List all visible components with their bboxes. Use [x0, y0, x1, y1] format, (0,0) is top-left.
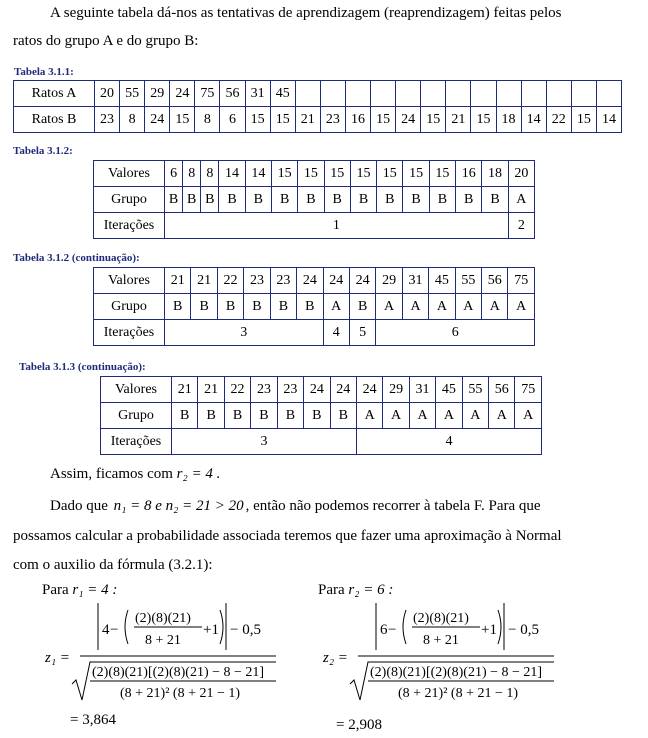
table-cell: 45 [429, 268, 455, 294]
table-cell: 15 [170, 107, 195, 133]
case-label-text: Para [318, 582, 345, 598]
table-cell: B [350, 187, 376, 213]
formula-lhs: z₂ = [323, 650, 348, 666]
table-cell: B [297, 294, 323, 320]
table-cell: 15 [471, 107, 496, 133]
table-cell: A [323, 294, 349, 320]
table-cell: 29 [383, 377, 409, 403]
table-cell: 24 [330, 377, 356, 403]
table-cell: B [224, 403, 250, 429]
table-cell: B [377, 187, 403, 213]
table-row [94, 294, 535, 320]
table-cell: B [244, 294, 270, 320]
table-cell: 21 [165, 268, 191, 294]
table-row [94, 187, 535, 213]
table-row [94, 268, 535, 294]
table-cell: 15 [371, 107, 396, 133]
right-paren [498, 610, 501, 644]
table-cell: 22 [546, 107, 571, 133]
table-cell [571, 81, 596, 107]
conclusion-line [50, 463, 220, 485]
conclusion-equation: r₂ = 4 . [176, 466, 221, 482]
table-cell [345, 81, 370, 107]
minus-sign: − [388, 622, 397, 638]
table-cell: B [172, 403, 198, 429]
intro-line-1: A seguinte tabela dá-nos as tentativas de aprendizagem (reaprendizagem) feitas pelos [50, 5, 562, 21]
table-caption: Tabela 3.1.3 (continuação): [19, 361, 146, 373]
plus-one: +1 [481, 622, 497, 638]
table-cell: 24 [304, 377, 330, 403]
table-cell: 6 [220, 107, 245, 133]
table-cell: B [349, 294, 375, 320]
iteration-cell: 1 [165, 213, 509, 239]
formula-r: 6 [380, 622, 388, 638]
table-cell: B [251, 403, 277, 429]
table-cell: 8 [201, 161, 219, 187]
row-label: Iterações [101, 429, 172, 455]
table-cell: 24 [396, 107, 421, 133]
table-row [14, 107, 622, 133]
table-cell: B [201, 187, 219, 213]
minus-half: − 0,5 [230, 622, 261, 638]
table-cell: 14 [596, 107, 621, 133]
table-row [101, 429, 542, 455]
iteration-cell: 5 [349, 320, 375, 346]
table-cell: 15 [421, 107, 446, 133]
row-label: Valores [94, 268, 165, 294]
table-cell: B [165, 294, 191, 320]
minus-sign: − [110, 622, 119, 638]
table-cell: A [402, 294, 428, 320]
table-cell: B [219, 187, 245, 213]
paragraph-equation: n₁ = 8 e n₂ = 21 > 20 [113, 498, 244, 514]
table-cell: 16 [345, 107, 370, 133]
table-cell: 55 [120, 81, 145, 107]
paragraph-line-2: possamos calcular a probabilidade associada teremos que fazer uma aproximação à Normal [13, 528, 562, 544]
table-cell: A [489, 403, 515, 429]
table-cell: B [183, 187, 201, 213]
table-cell: 55 [462, 377, 488, 403]
row-label: Grupo [101, 403, 172, 429]
formula-z2 [318, 600, 568, 710]
table-cell: 31 [402, 268, 428, 294]
table-cell: B [330, 403, 356, 429]
case-label-text: Para [42, 582, 69, 598]
table-cell: 56 [482, 268, 508, 294]
intro-line-2: ratos do grupo A e do grupo B: [13, 33, 199, 49]
table-cell: 75 [508, 268, 535, 294]
table-caption: Tabela 3.1.2 (continuação): [13, 252, 140, 264]
table-cell: 29 [145, 81, 170, 107]
iteration-cell: 4 [323, 320, 349, 346]
table-cell: B [270, 294, 296, 320]
table-cell [371, 81, 396, 107]
row-label: Grupo [94, 294, 165, 320]
iteration-cell: 6 [376, 320, 535, 346]
table-cell: B [456, 187, 482, 213]
table-3-1-1 [13, 80, 622, 133]
table-cell: 14 [245, 161, 271, 187]
table-row [94, 213, 535, 239]
table-cell: A [356, 403, 382, 429]
table-cell: 31 [409, 377, 435, 403]
row-label: Iterações [94, 213, 165, 239]
table-cell: B [271, 187, 297, 213]
table-cell: 6 [165, 161, 183, 187]
table-cell: A [383, 403, 409, 429]
paragraph-line-3: com o auxilio da fórmula (3.2.1): [13, 557, 213, 573]
table-cell: B [298, 187, 324, 213]
table-cell: 14 [219, 161, 245, 187]
table-row [101, 403, 542, 429]
table-cell: 8 [183, 161, 201, 187]
table-cell: 31 [245, 81, 270, 107]
table-cell [320, 81, 345, 107]
table-cell: 56 [489, 377, 515, 403]
iteration-cell: 3 [172, 429, 357, 455]
table-cell: 20 [508, 161, 534, 187]
table-cell: 21 [191, 268, 217, 294]
formula-lhs: z₁ = [45, 650, 70, 666]
table-cell: A [436, 403, 462, 429]
table-cell: 15 [271, 161, 297, 187]
table-cell: 15 [324, 161, 350, 187]
table-cell: 8 [195, 107, 220, 133]
sqrt-numerator: (2)(8)(21)[(2)(8)(21) − 8 − 21] [92, 665, 265, 680]
table-cell: A [409, 403, 435, 429]
row-label: Ratos B [14, 107, 95, 133]
table-cell: 8 [120, 107, 145, 133]
table-cell: A [508, 187, 534, 213]
table-cell: B [198, 403, 224, 429]
table-cell: 21 [295, 107, 320, 133]
table-cell: 45 [270, 81, 295, 107]
case-1-label [42, 579, 117, 601]
table-row [14, 81, 622, 107]
table-cell: 15 [429, 161, 455, 187]
table-cell [471, 81, 496, 107]
result-1: = 3,864 [70, 712, 116, 728]
table-cell: A [455, 294, 481, 320]
table-cell: B [191, 294, 217, 320]
left-paren [403, 610, 406, 644]
table-cell: 14 [521, 107, 546, 133]
table-cell: 16 [456, 161, 482, 187]
table-cell: 21 [198, 377, 224, 403]
table-cell: B [429, 187, 455, 213]
sqrt-denominator: (8 + 21)² (8 + 21 − 1) [120, 686, 241, 701]
table-cell: 23 [95, 107, 120, 133]
table-cell: B [277, 403, 303, 429]
conclusion-text: Assim, ficamos com [50, 466, 173, 482]
table-cell: 18 [482, 161, 508, 187]
plus-one: +1 [203, 622, 219, 638]
table-cell [596, 81, 621, 107]
table-row [94, 320, 535, 346]
table-row [94, 161, 535, 187]
table-3-1-3-cont [100, 376, 542, 455]
table-cell: 15 [571, 107, 596, 133]
sqrt-denominator: (8 + 21)² (8 + 21 − 1) [398, 686, 519, 701]
table-cell [546, 81, 571, 107]
table-cell: 29 [376, 268, 402, 294]
formula-r: 4 [102, 622, 110, 638]
paragraph-text: , então não podemos recorrer à tabela F. Para que [245, 498, 541, 514]
table-cell: B [304, 403, 330, 429]
table-cell: 24 [323, 268, 349, 294]
table-cell: A [429, 294, 455, 320]
table-cell: 22 [217, 268, 243, 294]
table-cell: 24 [297, 268, 323, 294]
table-cell: B [403, 187, 429, 213]
row-label: Valores [94, 161, 165, 187]
row-label: Grupo [94, 187, 165, 213]
table-cell: 56 [220, 81, 245, 107]
frac-denominator: 8 + 21 [145, 633, 181, 648]
table-cell: 24 [356, 377, 382, 403]
table-cell: A [482, 294, 508, 320]
table-cell: A [515, 403, 542, 429]
row-label: Iterações [94, 320, 165, 346]
iteration-cell: 2 [508, 213, 534, 239]
paragraph-text: Dado que [50, 498, 108, 514]
table-cell: 24 [145, 107, 170, 133]
table-cell [496, 81, 521, 107]
table-cell: A [508, 294, 535, 320]
table-cell: 23 [320, 107, 345, 133]
frac-denominator: 8 + 21 [423, 633, 459, 648]
table-cell: 15 [270, 107, 295, 133]
case-condition: r₁ = 4 : [72, 582, 118, 598]
table-cell: B [245, 187, 271, 213]
frac-numerator: (2)(8)(21) [413, 611, 469, 626]
table-cell: 15 [403, 161, 429, 187]
table-cell: 23 [244, 268, 270, 294]
left-paren [125, 610, 128, 644]
case-2-label [318, 579, 393, 601]
table-cell: 75 [515, 377, 542, 403]
table-cell: 24 [170, 81, 195, 107]
table-cell [446, 81, 471, 107]
row-label: Valores [101, 377, 172, 403]
table-cell: 23 [251, 377, 277, 403]
row-label: Ratos A [14, 81, 95, 107]
table-cell: 15 [350, 161, 376, 187]
table-cell: 22 [224, 377, 250, 403]
table-cell: 21 [446, 107, 471, 133]
table-row [101, 377, 542, 403]
paragraph-line-1 [50, 495, 620, 517]
table-cell [295, 81, 320, 107]
table-caption: Tabela 3.1.2: [13, 145, 73, 157]
table-cell: B [217, 294, 243, 320]
table-cell: 45 [436, 377, 462, 403]
iteration-cell: 4 [356, 429, 541, 455]
table-cell: 20 [95, 81, 120, 107]
table-cell: 15 [245, 107, 270, 133]
sqrt-numerator: (2)(8)(21)[(2)(8)(21) − 8 − 21] [370, 665, 543, 680]
iteration-cell: 3 [165, 320, 324, 346]
table-cell: 55 [455, 268, 481, 294]
table-cell: 15 [298, 161, 324, 187]
table-cell: 21 [172, 377, 198, 403]
table-cell: 24 [349, 268, 375, 294]
table-cell: A [376, 294, 402, 320]
right-paren [220, 610, 223, 644]
case-condition: r₂ = 6 : [348, 582, 394, 598]
table-cell: 23 [270, 268, 296, 294]
table-cell [421, 81, 446, 107]
table-cell: 18 [496, 107, 521, 133]
table-cell: B [165, 187, 183, 213]
table-cell: A [462, 403, 488, 429]
result-2: = 2,908 [336, 717, 382, 733]
table-cell [521, 81, 546, 107]
table-cell [396, 81, 421, 107]
table-3-1-2 [93, 160, 535, 239]
table-caption: Tabela 3.1.1: [14, 66, 74, 78]
table-3-1-2-cont [93, 267, 535, 346]
table-cell: 75 [195, 81, 220, 107]
formula-z1 [40, 600, 290, 710]
minus-half: − 0,5 [508, 622, 539, 638]
table-cell: B [324, 187, 350, 213]
frac-numerator: (2)(8)(21) [135, 611, 191, 626]
table-cell: B [482, 187, 508, 213]
table-cell: 15 [377, 161, 403, 187]
table-cell: 23 [277, 377, 303, 403]
